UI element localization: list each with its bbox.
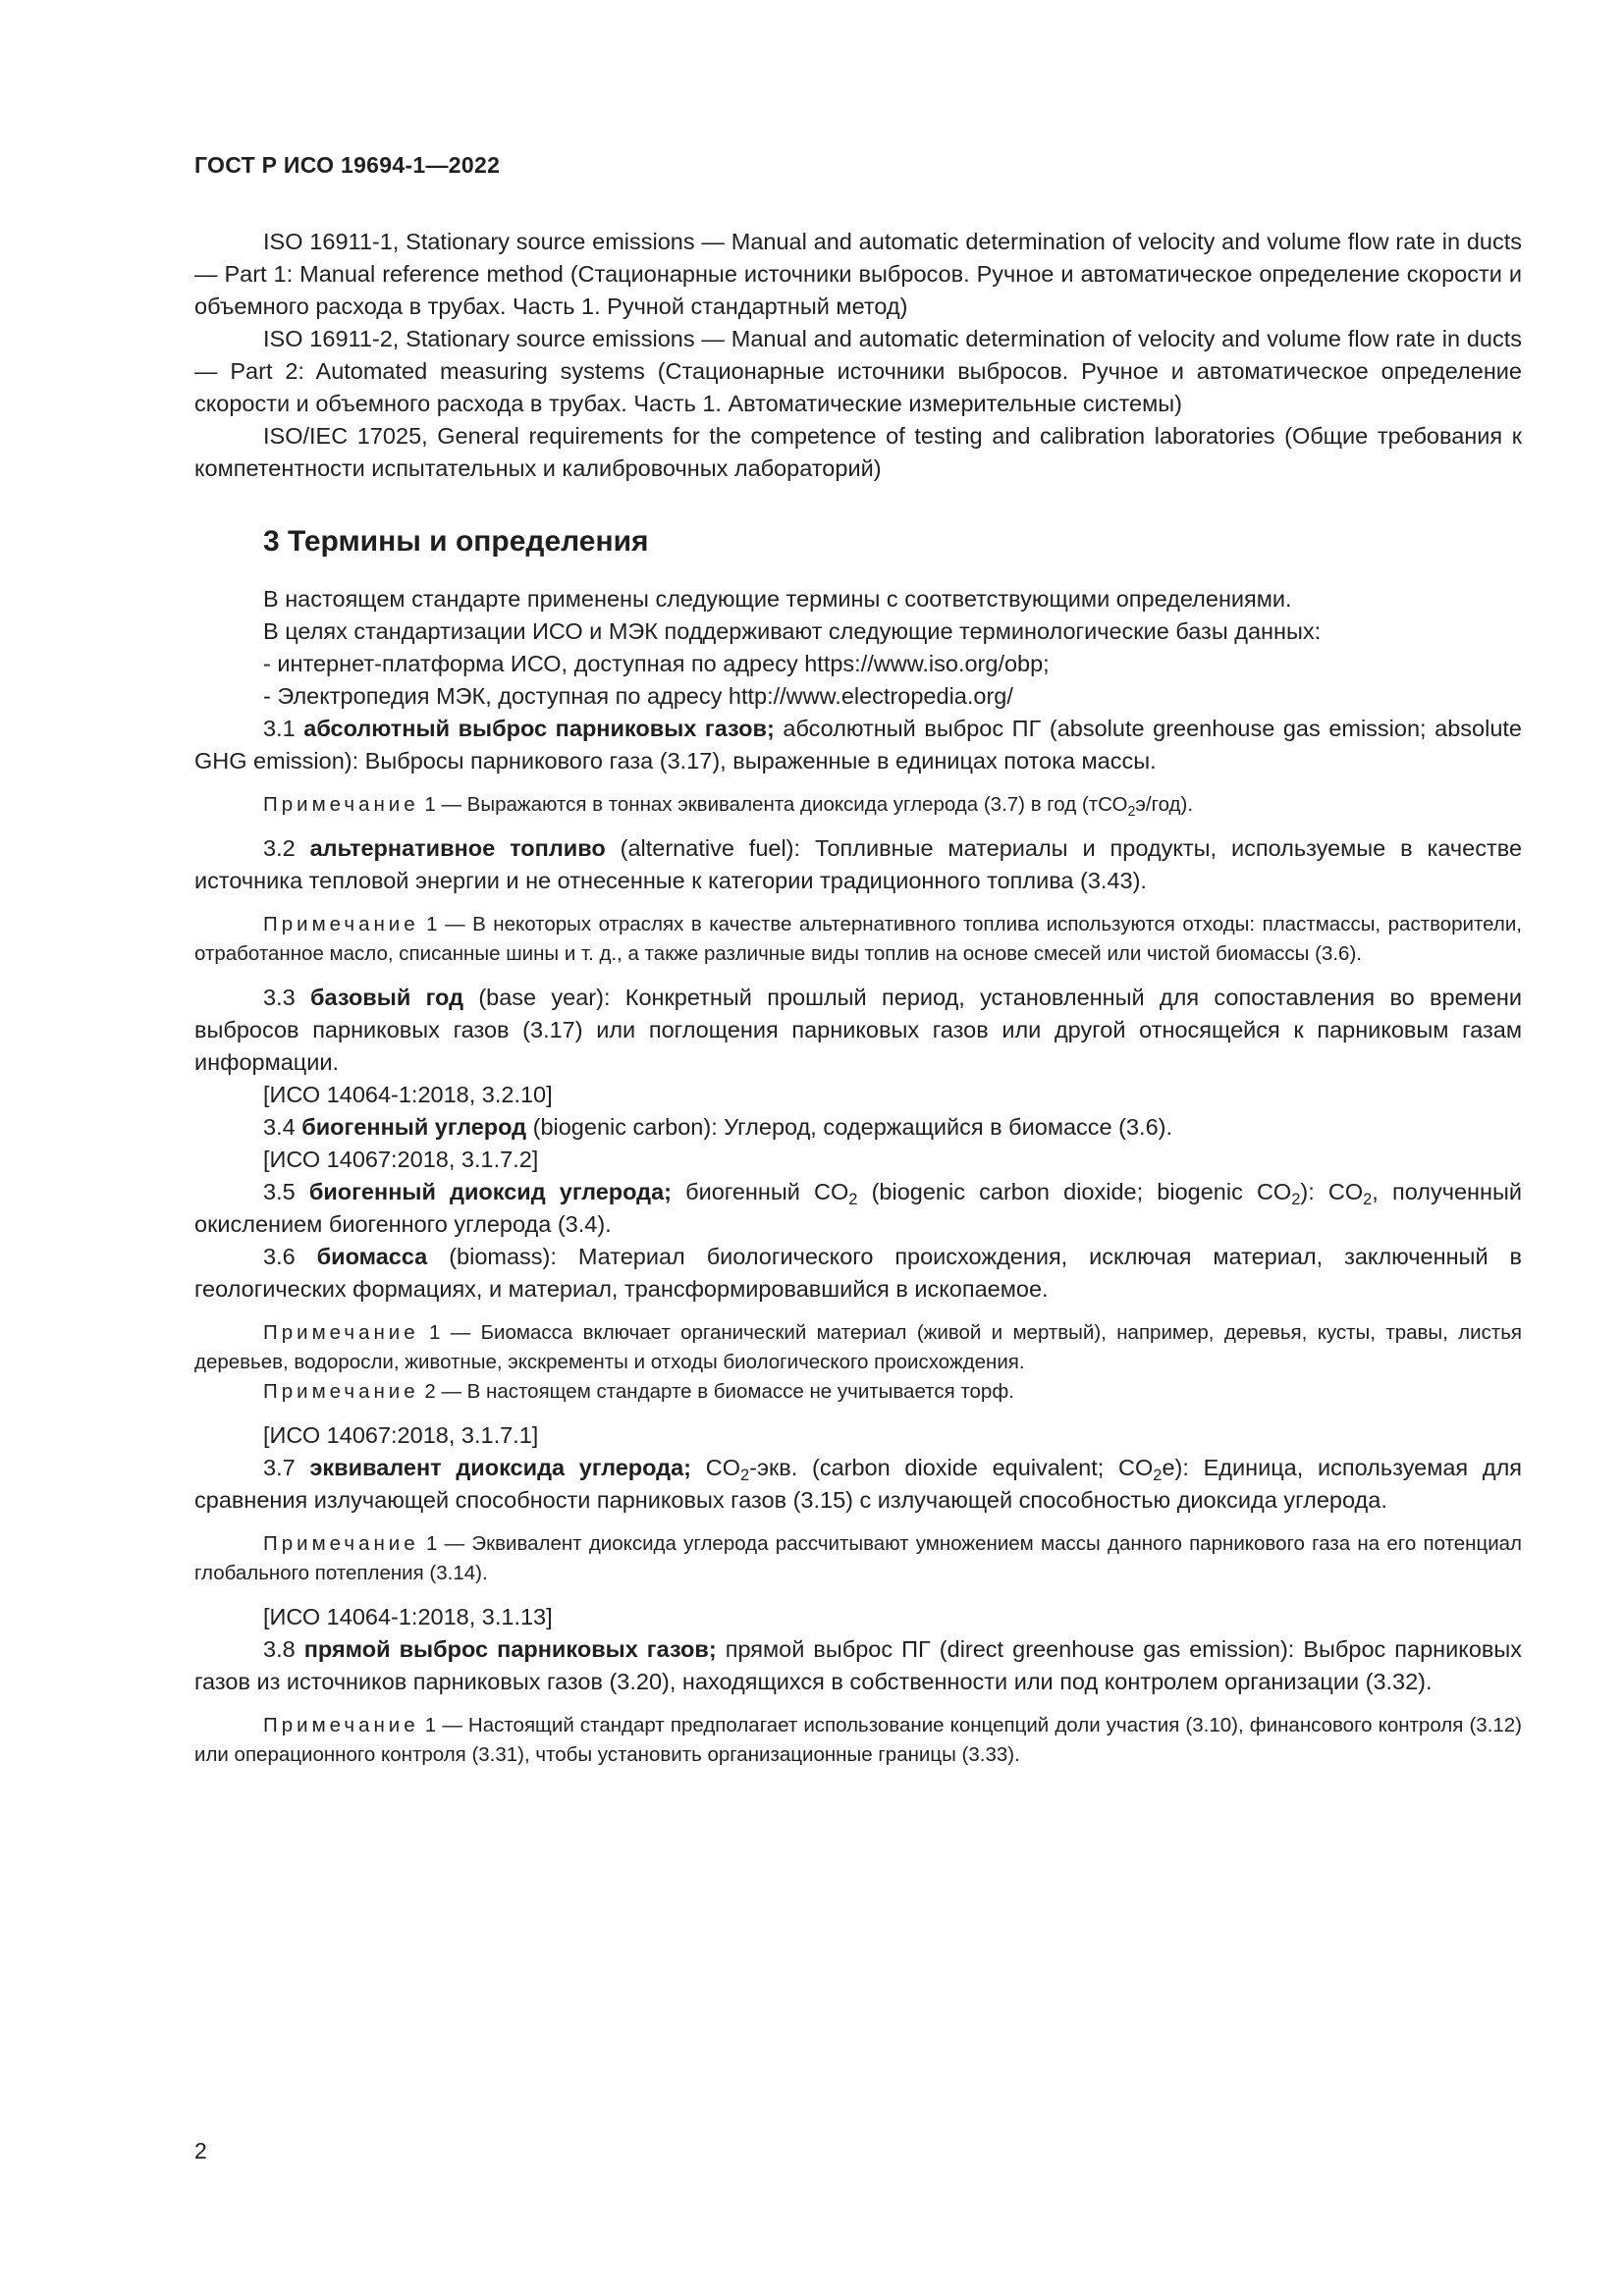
note-text: — Настоящий стандарт предполагает использование концепций доли участия (3.10), финансового контроля (3.12) или операционного контроля (3.31), чтобы установить организационные границы (3.33). xyxy=(194,1714,1523,1766)
note-label: Примечание xyxy=(263,1532,419,1555)
term-number: 3.2 xyxy=(263,835,296,861)
note-number: 1 xyxy=(425,1532,438,1555)
subscript: 2 xyxy=(1127,804,1136,820)
term-definition: , полученный окислением биогенного углерода (3.4). xyxy=(194,1179,1523,1237)
term-number: 3.6 xyxy=(263,1244,296,1269)
term-definition: (biomass): Материал биологического происхождения, исключая материал, заключенный в геологических формациях, и материал, трансформировавшийся в ископаемое. xyxy=(194,1244,1522,1302)
reference-iso-16911-1: ISO 16911-1, Stationary source emissions — Manual and automatic determination of velocity and volume flow rate in ducts — Part 1: Manual reference method (Стационарные источники выбросов. Ручное и автоматическое определение скорости и объемного расхода в трубах. Часть 1. Ручной стандартный метод) xyxy=(194,229,1522,319)
term-3-5 xyxy=(194,1176,1522,1241)
term-definition: (biogenic carbon): Углерод, содержащийся в биомассе (3.6). xyxy=(532,1114,1173,1140)
page-number: 2 xyxy=(194,2138,207,2163)
note-number: 1 xyxy=(429,1321,441,1344)
term-definition: прямой выброс ПГ (direct greenhouse gas emission): Выброс парниковых газов из источников парниковых газов (3.20), находящихся в собственности или под контролем организации (3.32). xyxy=(194,1636,1523,1694)
term-name: эквивалент диоксида углерода; xyxy=(309,1455,691,1480)
term-source: [ИСО 14067:2018, 3.1.7.2] xyxy=(263,1147,539,1172)
term-name: абсолютный выброс парниковых газов; xyxy=(303,716,775,741)
section-title: 3 Термины и определения xyxy=(263,525,649,558)
note xyxy=(194,910,1522,969)
note-number: 1 xyxy=(424,793,436,816)
note-number: 1 xyxy=(426,913,438,935)
subscript: 2 xyxy=(1291,1191,1301,1208)
subscript: 2 xyxy=(1153,1467,1163,1484)
note-label: Примечание xyxy=(263,1380,419,1403)
note-label: Примечание xyxy=(263,1321,419,1344)
note xyxy=(194,1318,1522,1377)
term-number: 3.1 xyxy=(263,716,296,741)
note-text: э/год). xyxy=(1135,793,1194,816)
term-name: прямой выброс парниковых газов; xyxy=(303,1636,717,1662)
term-definition: -экв. (carbon dioxide equivalent; CO xyxy=(749,1455,1154,1480)
intro-line: - интернет-платформа ИСО, доступная по адресу https://www.iso.org/obp; xyxy=(263,651,1050,676)
reference-iso-16911-2: ISO 16911-2, Stationary source emissions — Manual and automatic determination of velocity and volume flow rate in ducts — Part 2: Automated measuring systems (Стационарные источники выбросов. Ручное и автоматическое определение скорости и объемного расхода в трубах. Часть 1. Автоматические измерительные системы) xyxy=(194,326,1522,416)
term-source: [ИСО 14064-1:2018, 3.1.13] xyxy=(263,1604,553,1629)
term-number: 3.5 xyxy=(263,1179,296,1204)
term-3-3 xyxy=(194,982,1522,1079)
term-3-2 xyxy=(194,832,1522,897)
note-label: Примечание xyxy=(263,1714,419,1736)
term-definition: биогенный CO xyxy=(685,1179,849,1204)
note-text: — В настоящем стандарте в биомассе не учитывается торф. xyxy=(441,1380,1014,1403)
term-definition: ): CO xyxy=(1300,1179,1364,1204)
term-definition: (biogenic carbon dioxide; biogenic CO xyxy=(871,1179,1292,1204)
term-3-6 xyxy=(194,1241,1522,1306)
note xyxy=(194,1529,1522,1588)
note-number: 2 xyxy=(424,1380,436,1403)
term-source: [ИСО 14064-1:2018, 3.2.10] xyxy=(263,1082,553,1107)
note-text: — Эквивалент диоксида углерода рассчитывают умножением массы данного парникового газа на его потенциал глобального потепления (3.14). xyxy=(194,1532,1523,1584)
intro-line: В целях стандартизации ИСО и МЭК поддерживают следующие терминологические базы данных: xyxy=(263,618,1322,644)
note xyxy=(194,790,1522,820)
term-name: биомасса xyxy=(316,1244,428,1269)
term-number: 3.7 xyxy=(263,1455,296,1480)
term-3-8 xyxy=(194,1633,1522,1698)
reference-iso-iec-17025: ISO/IEC 17025, General requirements for the competence of testing and calibration laboratories (Общие требования к компетентности испытательных и калибровочных лабораторий) xyxy=(194,423,1522,481)
document-body xyxy=(194,226,1522,1770)
note xyxy=(194,1377,1522,1407)
term-3-7 xyxy=(194,1452,1522,1517)
term-3-1 xyxy=(194,713,1522,777)
term-number: 3.8 xyxy=(263,1636,296,1662)
term-name: альтернативное топливо xyxy=(309,835,606,861)
term-name: биогенный углерод xyxy=(301,1114,527,1140)
intro-line: - Электропедия МЭК, доступная по адресу http://www.electropedia.org/ xyxy=(263,683,1013,709)
note-text: — Биомасса включает органический материал (живой и мертвый), например, деревья, кусты, травы, листья деревьев, водоросли, животные, экскременты и отходы биологического происхождения. xyxy=(194,1321,1522,1373)
term-definition: (alternative fuel): Топливные материалы и продукты, используемые в качестве источника тепловой энергии и не отнесенные к категории традиционного топлива (3.43). xyxy=(194,835,1523,893)
note-label: Примечание xyxy=(263,793,419,816)
term-number: 3.3 xyxy=(263,985,296,1010)
term-definition: e): Единица, используемая для сравнения излучающей способности парниковых газов (3.15) с излучающей способностью диоксида углерода. xyxy=(194,1455,1523,1513)
term-definition: CO xyxy=(705,1455,740,1480)
term-source: [ИСО 14067:2018, 3.1.7.1] xyxy=(263,1422,539,1448)
subscript: 2 xyxy=(1363,1191,1373,1208)
note-number: 1 xyxy=(424,1714,437,1736)
subscript: 2 xyxy=(848,1191,858,1208)
term-definition: абсолютный выброс ПГ (absolute greenhouse gas emission; absolute GHG emission): Выбросы парникового газа (3.17), выраженные в единицах потока массы. xyxy=(194,716,1523,774)
term-definition: (base year): Конкретный прошлый период, установленный для сопоставления во времени выбросов парниковых газов (3.17) или поглощения парниковых газов или другой относящейся к парниковым газам информации. xyxy=(194,985,1522,1075)
document-header: ГОСТ Р ИСО 19694-1—2022 xyxy=(194,152,501,178)
note-label: Примечание xyxy=(263,913,419,935)
intro-line: В настоящем стандарте применены следующие термины с соответствующими определениями. xyxy=(263,586,1292,612)
subscript: 2 xyxy=(739,1467,750,1484)
term-name: базовый год xyxy=(309,985,464,1010)
note-text: — Выражаются в тоннах эквивалента диоксида углерода (3.7) в год (тСО xyxy=(441,793,1128,816)
term-name: биогенный диоксид углерода; xyxy=(308,1179,672,1204)
term-number: 3.4 xyxy=(263,1114,296,1140)
note xyxy=(194,1711,1522,1770)
term-3-4 xyxy=(194,1111,1522,1144)
note-text: — В некоторых отраслях в качестве альтернативного топлива используются отходы: пластмассы, растворители, отработанное масло, списанные шины и т. д., а также различные виды топлив на основе смесей или чистой биомассы (3.6). xyxy=(194,913,1522,965)
